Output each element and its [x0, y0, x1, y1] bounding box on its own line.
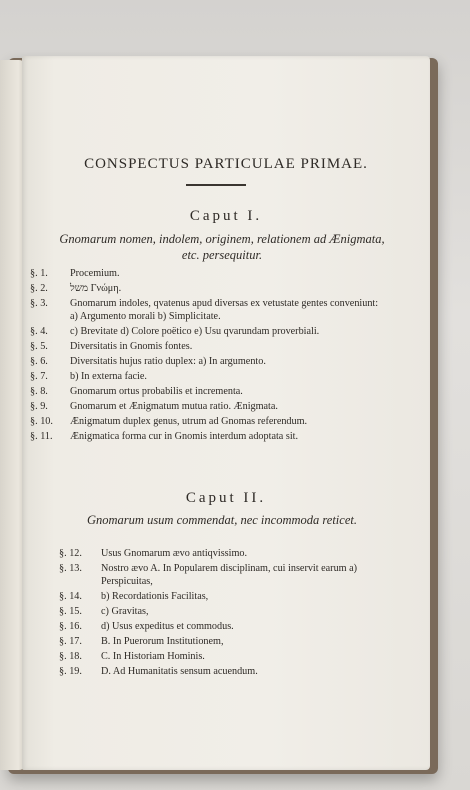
contents-item: §. 7. b) In externa facie.: [30, 370, 147, 382]
contents-item: §. 16. d) Usus expeditus et commodus.: [59, 620, 234, 632]
contents-item: §. 8. Gnomarum ortus probabilis et incrementa.: [30, 385, 243, 397]
contents-item: §. 5. Diversitatis in Gnomis fontes.: [30, 340, 193, 352]
page-title: CONSPECTUS PARTICULAE PRIMAE.: [84, 156, 368, 172]
contents-item: §. 11. Ænigmatica forma cur in Gnomis interdum adoptata sit.: [30, 430, 299, 442]
contents-item: §. 6. Diversitatis hujus ratio duplex: a) In argumento.: [30, 355, 266, 367]
contents-item: §. 12. Usus Gnomarum ævo antiqvissimo.: [59, 548, 248, 559]
contents-item: §. 17. B. In Puerorum Institutionem,: [59, 635, 224, 647]
chapter-2-contents: [22, 548, 430, 681]
chapter-1-contents: [22, 268, 430, 446]
contents-item: §. 3. Gnomarum indoles, qvatenus apud diversas ex vetustate gentes conveniunt: a) Argumento morali b) Simplicitate.: [30, 298, 379, 322]
contents-item: §. 15. c) Gravitas,: [59, 605, 149, 617]
title-rule: [186, 184, 246, 186]
book-page: [22, 56, 430, 770]
contents-item: §. 19. D. Ad Humanitatis sensum acuendum.: [59, 665, 258, 677]
contents-item: §. 10. Ænigmatum duplex genus, utrum ad Gnomas referendum.: [30, 415, 308, 427]
contents-item: §. 2. משל Γνώμη.: [30, 283, 122, 294]
chapter-1-description: Gnomarum nomen, indolem, originem, relationem ad Ænigmata, etc. persequitur.: [59, 232, 385, 262]
contents-item: §. 4. c) Brevitate d) Colore poëtico e) Usu qvarundam proverbiali.: [30, 325, 320, 337]
chapter-2-heading: Caput II.: [185, 490, 267, 506]
contents-item: §. 9. Gnomarum et Ænigmatum mutua ratio. Ænigmata.: [30, 400, 278, 412]
contents-item: §. 1. Procemium.: [30, 268, 120, 279]
contents-item: §. 18. C. In Historiam Hominis.: [59, 650, 205, 662]
contents-item: §. 14. b) Recordationis Facilitas,: [59, 590, 209, 602]
chapter-1-heading: Caput I.: [189, 208, 263, 224]
chapter-2-description: Gnomarum usum commendat, nec incommoda reticet.: [87, 513, 357, 527]
contents-item: §. 13. Nostro ævo A. In Popularem disciplinam, cui inservit earum a) Perspicuitas,: [59, 563, 358, 587]
